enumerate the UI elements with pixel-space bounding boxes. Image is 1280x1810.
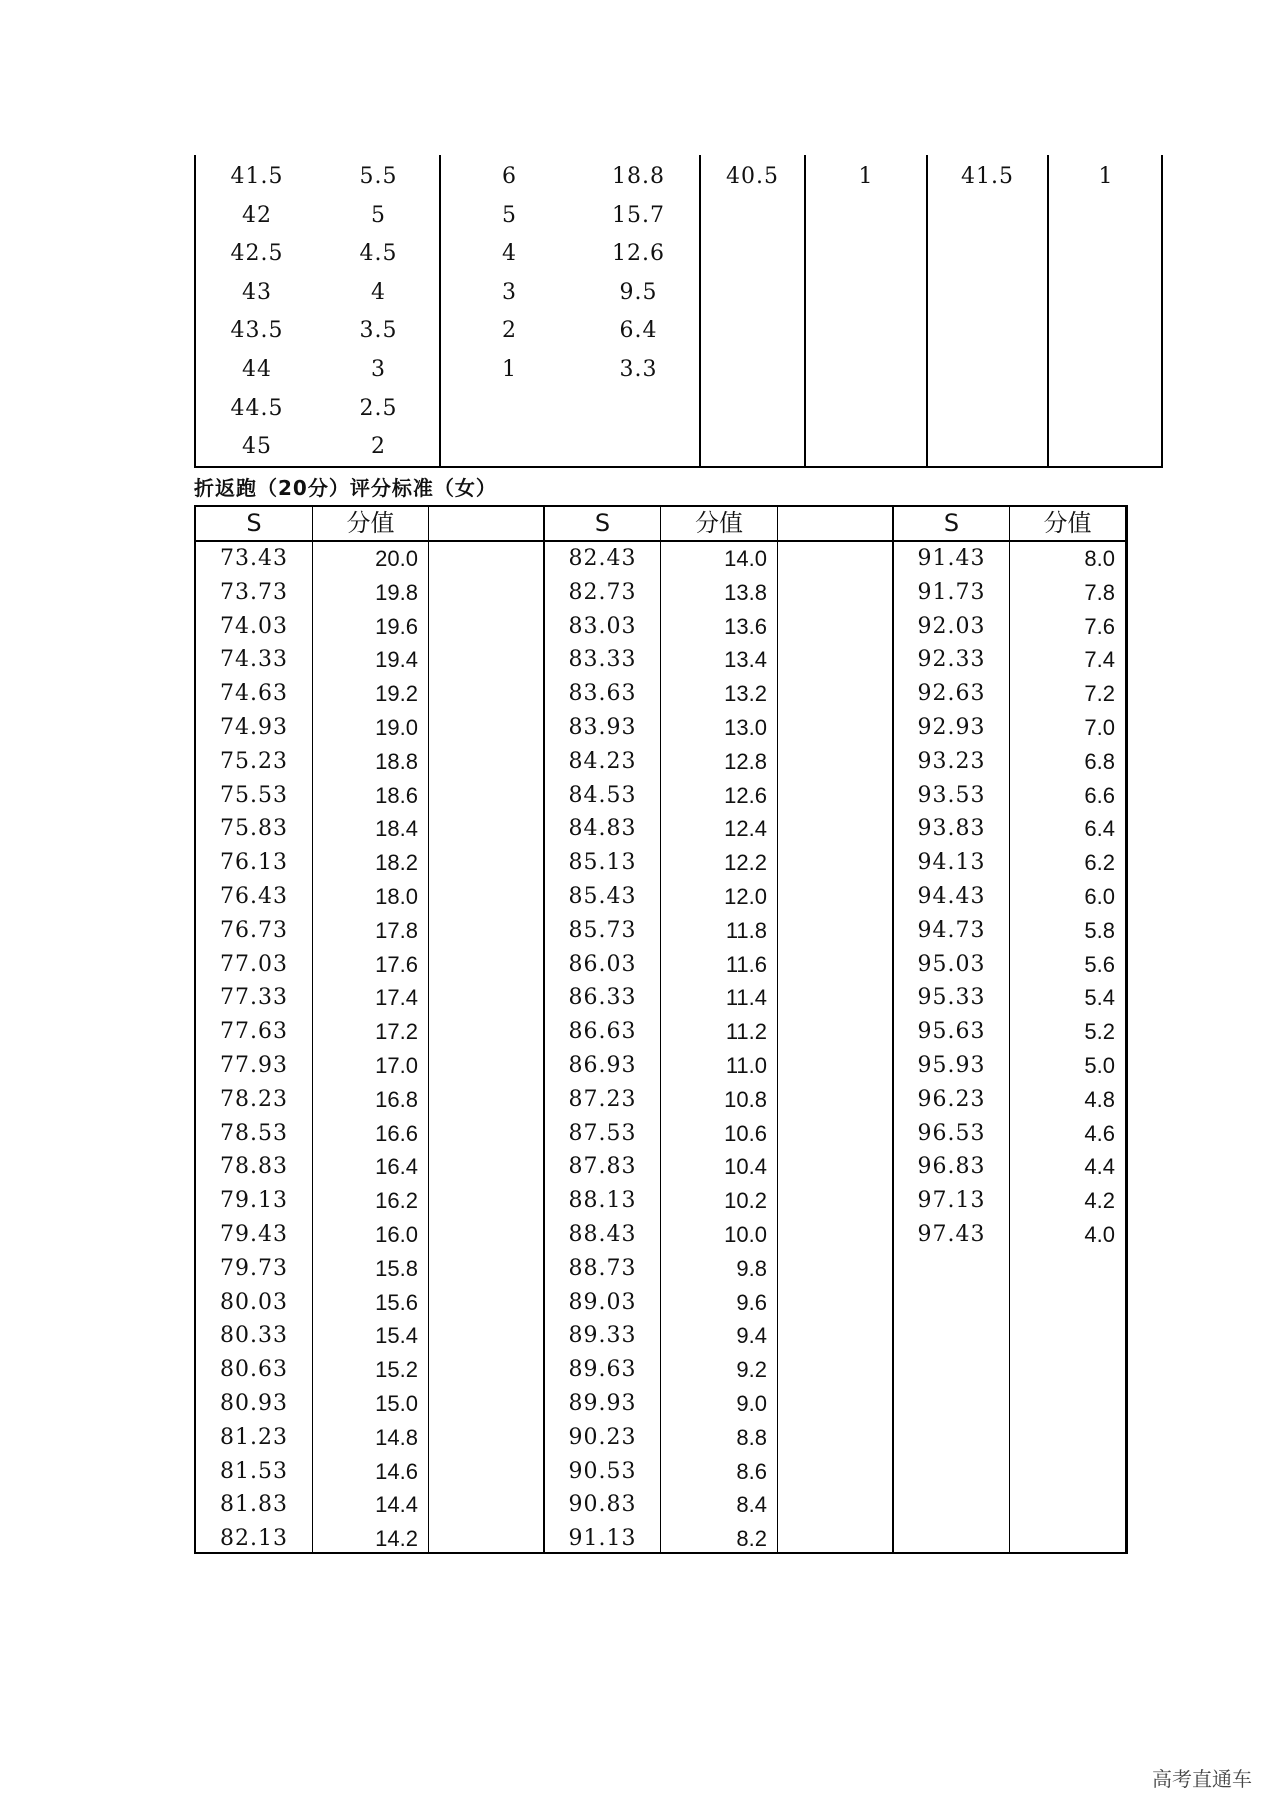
score-cell: 4.6 <box>1084 1120 1115 1146</box>
score-cell: 6.6 <box>1084 782 1115 808</box>
time-cell: 75.83 <box>220 816 288 842</box>
watermark-text: 高考直通车 <box>1152 1767 1252 1791</box>
time-cell: 75.23 <box>220 748 288 774</box>
time-cell: 82.13 <box>220 1526 288 1552</box>
score-cell: 19.4 <box>375 647 418 673</box>
score-cell: 17.4 <box>375 985 418 1011</box>
time-cell: 74.63 <box>220 681 288 707</box>
time-cell: 87.53 <box>568 1120 637 1146</box>
time-cell: 80.63 <box>220 1357 288 1383</box>
top-table-cell: 5 <box>371 202 386 228</box>
top-table-column <box>441 155 578 466</box>
score-cell: 19.8 <box>375 579 418 605</box>
time-cell: 79.73 <box>220 1255 288 1281</box>
time-cell: 81.83 <box>220 1492 288 1518</box>
score-cell: 17.0 <box>375 1053 418 1078</box>
time-cell: 86.03 <box>568 951 637 977</box>
time-cell: 86.33 <box>568 985 637 1011</box>
time-cell: 77.33 <box>220 985 288 1011</box>
score-cell: 19.0 <box>375 715 418 740</box>
top-table-cell: 42 <box>242 202 272 228</box>
top-table-cell: 2.5 <box>359 395 398 421</box>
score-cell: 11.0 <box>725 1053 767 1078</box>
time-cell: 89.93 <box>568 1391 637 1416</box>
time-cell: 81.53 <box>220 1458 288 1484</box>
score-cell: 9.4 <box>736 1323 767 1349</box>
time-cell: 74.93 <box>220 715 288 740</box>
score-cell: 10.0 <box>724 1222 767 1247</box>
score-cell: 5.6 <box>1084 951 1115 977</box>
score-cell: 12.4 <box>724 816 767 842</box>
time-cell: 83.33 <box>568 647 637 673</box>
score-cell: 9.2 <box>736 1357 767 1383</box>
time-cell: 88.13 <box>568 1188 637 1214</box>
score-cell: 18.8 <box>375 748 418 774</box>
score-cell: 19.2 <box>375 681 418 707</box>
score-cell: 6.2 <box>1084 850 1115 876</box>
time-cell: 95.33 <box>917 985 986 1011</box>
time-column <box>196 507 313 1552</box>
top-table-cell: 15.7 <box>612 202 665 228</box>
top-table-column <box>318 155 441 466</box>
score-cell: 12.2 <box>724 850 767 876</box>
time-cell: 78.23 <box>220 1086 288 1112</box>
score-cell: 13.4 <box>724 647 767 673</box>
time-cell: 95.93 <box>917 1053 986 1078</box>
time-cell: 92.93 <box>917 715 986 740</box>
time-cell: 79.13 <box>220 1188 288 1214</box>
time-cell: 96.23 <box>917 1086 986 1112</box>
time-cell: 89.33 <box>568 1323 637 1349</box>
time-cell: 73.43 <box>220 546 288 571</box>
score-cell: 16.4 <box>375 1154 418 1180</box>
time-cell: 76.13 <box>220 850 288 876</box>
score-cell: 4.4 <box>1084 1154 1115 1180</box>
time-cell: 91.43 <box>917 546 986 571</box>
score-cell: 17.6 <box>375 951 418 977</box>
time-cell: 84.53 <box>568 782 637 808</box>
score-cell: 12.8 <box>724 748 767 774</box>
score-cell: 8.8 <box>736 1424 767 1450</box>
top-table-cell: 1 <box>858 164 874 189</box>
time-cell: 80.33 <box>220 1323 288 1349</box>
time-cell: 76.43 <box>220 884 288 909</box>
time-cell: 96.53 <box>917 1120 986 1146</box>
top-table-cell: 3.3 <box>619 357 658 382</box>
time-cell: 77.63 <box>220 1019 288 1045</box>
time-cell: 83.93 <box>568 715 637 740</box>
time-cell: 87.83 <box>568 1154 637 1180</box>
top-table-cell: 6 <box>502 164 517 189</box>
score-cell: 14.6 <box>375 1458 418 1484</box>
time-cell: 90.83 <box>568 1492 637 1518</box>
time-column <box>545 507 661 1552</box>
column-header-s: S <box>943 509 960 537</box>
time-cell: 74.33 <box>220 647 288 673</box>
shuttle-run-score-table <box>194 505 1128 1554</box>
score-cell: 13.0 <box>724 715 767 740</box>
score-cell: 13.2 <box>724 681 767 707</box>
score-cell: 16.2 <box>375 1188 418 1214</box>
score-cell: 11.2 <box>725 1019 767 1045</box>
top-table-cell: 41.5 <box>230 164 284 189</box>
score-cell: 9.8 <box>736 1255 767 1281</box>
top-table-cell: 12.6 <box>612 241 665 267</box>
score-cell: 18.2 <box>375 850 418 876</box>
score-cell: 8.0 <box>1084 546 1115 571</box>
time-cell: 93.53 <box>917 782 986 808</box>
score-cell: 13.8 <box>724 579 767 605</box>
time-cell: 86.63 <box>568 1019 637 1045</box>
time-cell: 92.03 <box>917 613 986 639</box>
score-cell: 14.8 <box>375 1424 418 1450</box>
time-cell: 87.23 <box>568 1086 637 1112</box>
top-table-cell: 4 <box>502 241 517 267</box>
time-cell: 73.73 <box>220 579 288 605</box>
time-cell: 89.03 <box>568 1289 637 1315</box>
score-cell: 15.6 <box>375 1289 418 1315</box>
top-table-cell: 44.5 <box>230 395 284 421</box>
time-cell: 84.83 <box>568 816 637 842</box>
score-cell: 6.0 <box>1084 884 1115 909</box>
top-table-cell: 44 <box>242 357 272 382</box>
score-cell: 19.6 <box>375 613 418 639</box>
time-cell: 94.13 <box>917 850 986 876</box>
time-cell: 82.73 <box>568 579 637 605</box>
time-cell: 89.63 <box>568 1357 637 1383</box>
top-table-column <box>806 155 928 466</box>
score-cell: 17.8 <box>375 917 418 943</box>
time-cell: 96.83 <box>917 1154 986 1180</box>
top-table-cell: 43 <box>242 279 272 305</box>
score-cell: 14.4 <box>375 1492 418 1518</box>
top-table-cell: 9.5 <box>619 279 658 305</box>
blank-column <box>778 507 894 1552</box>
time-cell: 92.63 <box>917 681 986 707</box>
time-cell: 88.73 <box>568 1255 637 1281</box>
score-cell: 15.4 <box>375 1323 418 1349</box>
top-table-cell: 1 <box>1098 164 1114 189</box>
time-cell: 79.43 <box>220 1222 288 1247</box>
top-table-cell: 42.5 <box>230 241 284 267</box>
score-cell: 4.0 <box>1084 1222 1115 1247</box>
time-cell: 86.93 <box>568 1053 637 1078</box>
score-cell: 11.6 <box>725 951 767 977</box>
score-column <box>313 507 429 1552</box>
score-cell: 14.2 <box>375 1526 418 1552</box>
top-table-cell: 6.4 <box>619 318 658 344</box>
table-title: 折返跑（20分）评分标准（女） <box>194 476 497 500</box>
top-table-cell: 4 <box>371 279 386 305</box>
top-table-cell: 45 <box>242 434 272 460</box>
score-cell: 10.6 <box>724 1120 767 1146</box>
top-table-column <box>701 155 806 466</box>
time-cell: 74.03 <box>220 613 288 639</box>
column-header-s: S <box>594 509 611 537</box>
time-cell: 85.43 <box>568 884 637 909</box>
time-cell: 80.93 <box>220 1391 288 1416</box>
time-cell: 77.03 <box>220 951 288 977</box>
score-cell: 10.2 <box>724 1188 767 1214</box>
top-table-cell: 5.5 <box>359 164 398 189</box>
time-cell: 90.53 <box>568 1458 637 1484</box>
column-header-s: S <box>246 509 262 537</box>
time-cell: 78.53 <box>220 1120 288 1146</box>
score-cell: 5.2 <box>1084 1019 1115 1045</box>
top-table-cell: 4.5 <box>359 241 398 267</box>
top-table-cell: 41.5 <box>961 164 1014 189</box>
top-table-cell: 2 <box>371 434 386 460</box>
score-cell: 4.2 <box>1084 1188 1115 1214</box>
time-cell: 90.23 <box>568 1424 637 1450</box>
time-cell: 97.13 <box>917 1188 986 1214</box>
score-cell: 15.2 <box>375 1357 418 1383</box>
time-cell: 78.83 <box>220 1154 288 1180</box>
score-cell: 12.6 <box>724 782 767 808</box>
score-cell: 15.8 <box>375 1255 418 1281</box>
score-cell: 16.6 <box>375 1120 418 1146</box>
score-cell: 7.2 <box>1084 681 1115 707</box>
score-cell: 20.0 <box>375 546 418 571</box>
top-table-column <box>928 155 1049 466</box>
score-cell: 18.6 <box>375 782 418 808</box>
score-cell: 18.0 <box>375 884 418 909</box>
score-column <box>1010 507 1126 1552</box>
time-cell: 81.23 <box>220 1424 288 1450</box>
score-cell: 16.8 <box>375 1086 418 1112</box>
top-table-cell: 40.5 <box>726 164 779 189</box>
score-cell: 8.4 <box>736 1492 767 1518</box>
time-cell: 80.03 <box>220 1289 288 1315</box>
column-header-score: 分值 <box>346 509 395 537</box>
time-cell: 77.93 <box>220 1053 288 1078</box>
time-cell: 91.73 <box>917 579 986 605</box>
top-table-cell: 1 <box>502 357 517 382</box>
score-cell: 7.0 <box>1084 715 1115 740</box>
time-cell: 94.43 <box>917 884 986 909</box>
time-cell: 93.23 <box>917 748 986 774</box>
score-cell: 11.4 <box>725 985 767 1011</box>
top-table-cell: 5 <box>502 202 517 228</box>
score-cell: 7.4 <box>1084 647 1115 673</box>
score-cell: 13.6 <box>724 613 767 639</box>
score-cell: 16.0 <box>375 1222 418 1247</box>
score-cell: 8.6 <box>736 1458 767 1484</box>
top-table-cell: 2 <box>502 318 517 344</box>
time-cell: 94.73 <box>917 917 986 943</box>
score-cell: 8.2 <box>736 1526 767 1552</box>
time-cell: 85.73 <box>568 917 637 943</box>
top-table-column <box>196 155 318 466</box>
time-cell: 83.63 <box>568 681 637 707</box>
time-cell: 75.53 <box>220 782 288 808</box>
header-divider <box>196 540 1126 542</box>
score-cell: 5.4 <box>1084 985 1115 1011</box>
time-cell: 82.43 <box>568 546 637 571</box>
top-table-cell: 43.5 <box>230 318 284 344</box>
score-cell: 6.4 <box>1084 816 1115 842</box>
time-cell: 85.13 <box>568 850 637 876</box>
score-cell: 5.8 <box>1084 917 1115 943</box>
time-column <box>894 507 1010 1552</box>
score-cell: 10.8 <box>724 1086 767 1112</box>
blank-column <box>429 507 545 1552</box>
time-cell: 91.13 <box>568 1526 637 1552</box>
top-table-column <box>1049 155 1163 466</box>
top-table-cell: 3 <box>371 357 386 382</box>
top-table-cell: 18.8 <box>612 164 665 189</box>
score-cell: 14.0 <box>724 546 767 571</box>
time-cell: 97.43 <box>917 1222 986 1247</box>
top-table-cell: 3 <box>502 279 517 305</box>
score-cell: 9.6 <box>736 1289 767 1315</box>
time-cell: 92.33 <box>917 647 986 673</box>
score-cell: 5.0 <box>1084 1053 1115 1078</box>
top-score-table <box>194 155 1163 468</box>
score-cell: 18.4 <box>375 816 418 842</box>
time-cell: 76.73 <box>220 917 288 943</box>
column-header-score: 分值 <box>1043 509 1092 537</box>
score-cell: 15.0 <box>375 1391 418 1416</box>
score-cell: 4.8 <box>1084 1086 1115 1112</box>
score-cell: 6.8 <box>1084 748 1115 774</box>
score-cell: 12.0 <box>724 884 767 909</box>
time-cell: 93.83 <box>917 816 986 842</box>
top-table-cell: 3.5 <box>359 318 398 344</box>
score-cell: 9.0 <box>736 1391 767 1416</box>
score-cell: 17.2 <box>375 1019 418 1045</box>
time-cell: 88.43 <box>568 1222 637 1247</box>
time-cell: 95.03 <box>917 951 986 977</box>
score-cell: 10.4 <box>724 1154 767 1180</box>
time-cell: 84.23 <box>568 748 637 774</box>
score-cell: 7.8 <box>1084 579 1115 605</box>
top-table-column <box>578 155 701 466</box>
score-cell: 11.8 <box>725 917 767 943</box>
score-cell: 7.6 <box>1084 613 1115 639</box>
column-header-score: 分值 <box>695 509 743 537</box>
score-column <box>661 507 778 1552</box>
time-cell: 95.63 <box>917 1019 986 1045</box>
time-cell: 83.03 <box>568 613 637 639</box>
